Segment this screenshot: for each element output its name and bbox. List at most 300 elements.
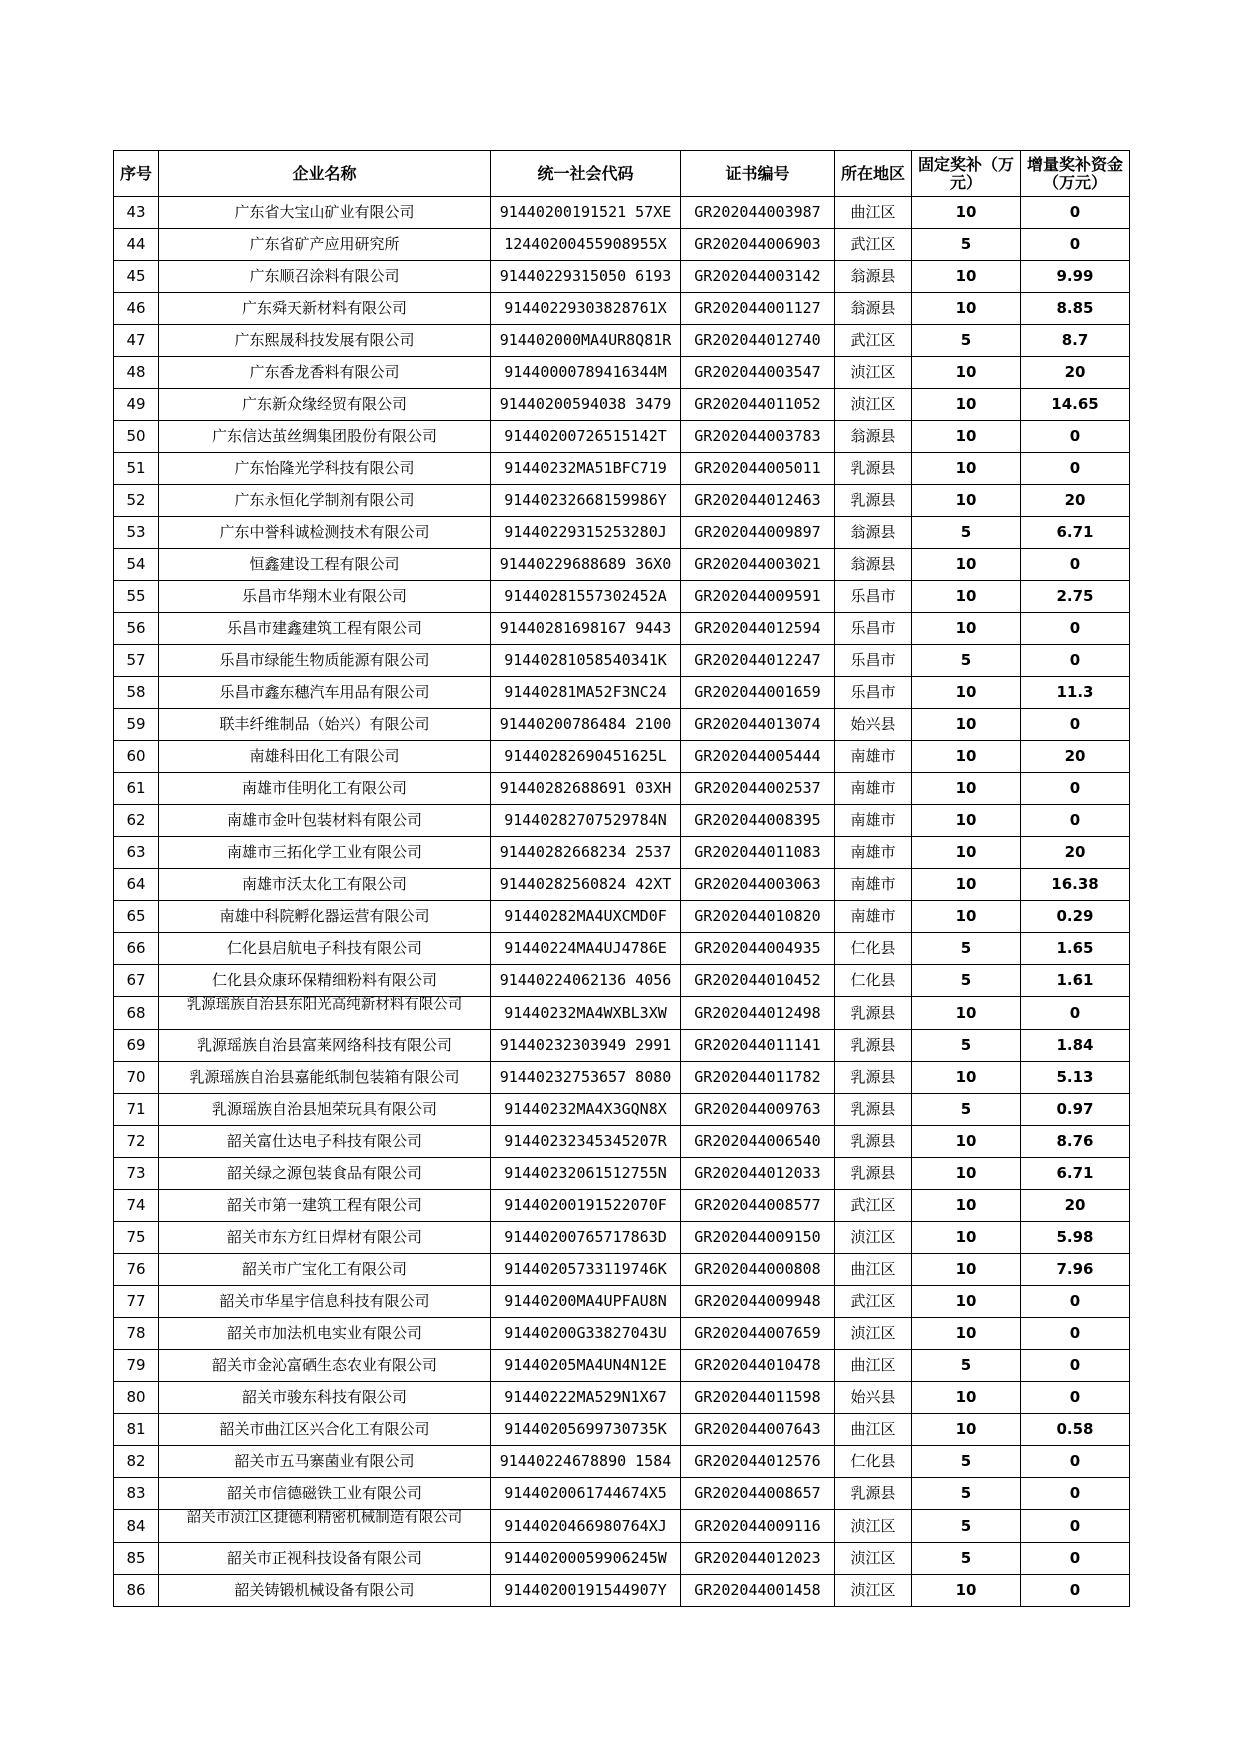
- table-row: [114, 517, 1130, 549]
- cell-credit-code: 91440281557302452A: [491, 581, 681, 613]
- cell-company-name: 乐昌市鑫东穗汽车用品有限公司: [159, 677, 491, 709]
- cell-certificate-number: GR202044003021: [681, 549, 835, 581]
- cell-region: 浈江区: [835, 389, 912, 421]
- cell-region: 浈江区: [835, 1318, 912, 1350]
- cell-fixed-subsidy: 5: [912, 1543, 1021, 1575]
- table-row: [114, 773, 1130, 805]
- cell-certificate-number: GR202044009948: [681, 1286, 835, 1318]
- cell-region: 仁化县: [835, 1446, 912, 1478]
- cell-fixed-subsidy: 5: [912, 1510, 1021, 1543]
- cell-company-name: 仁化县众康环保精细粉料有限公司: [159, 965, 491, 997]
- cell-index: 44: [114, 229, 159, 261]
- cell-credit-code: 91440282560824 42XT: [491, 869, 681, 901]
- table-row: [114, 997, 1130, 1030]
- cell-company-name: 韶关市曲江区兴合化工有限公司: [159, 1414, 491, 1446]
- cell-certificate-number: GR202044001659: [681, 677, 835, 709]
- cell-fixed-subsidy: 10: [912, 1254, 1021, 1286]
- table-row: [114, 1158, 1130, 1190]
- cell-region: 曲江区: [835, 1350, 912, 1382]
- cell-incremental-subsidy: 0.97: [1021, 1094, 1130, 1126]
- cell-certificate-number: GR202044007643: [681, 1414, 835, 1446]
- table-row: [114, 581, 1130, 613]
- table-row: [114, 357, 1130, 389]
- cell-company-name: 乐昌市华翔木业有限公司: [159, 581, 491, 613]
- cell-certificate-number: GR202044005444: [681, 741, 835, 773]
- table-row: [114, 1510, 1130, 1543]
- cell-incremental-subsidy: 0: [1021, 1318, 1130, 1350]
- cell-certificate-number: GR202044010452: [681, 965, 835, 997]
- cell-region: 浈江区: [835, 1575, 912, 1607]
- cell-index: 84: [114, 1510, 159, 1543]
- table-row: [114, 869, 1130, 901]
- cell-credit-code: 91440282688691 03XH: [491, 773, 681, 805]
- cell-index: 52: [114, 485, 159, 517]
- cell-index: 63: [114, 837, 159, 869]
- cell-company-name: 恒鑫建设工程有限公司: [159, 549, 491, 581]
- cell-certificate-number: GR202044012576: [681, 1446, 835, 1478]
- cell-index: 65: [114, 901, 159, 933]
- table-body: [114, 197, 1130, 1607]
- cell-credit-code: 91440229315253280J: [491, 517, 681, 549]
- cell-incremental-subsidy: 0: [1021, 1510, 1130, 1543]
- cell-company-name: 南雄市佳明化工有限公司: [159, 773, 491, 805]
- table-row: [114, 1318, 1130, 1350]
- cell-certificate-number: GR202044011083: [681, 837, 835, 869]
- cell-company-name: 韶关市广宝化工有限公司: [159, 1254, 491, 1286]
- cell-company-name: 广东熙晟科技发展有限公司: [159, 325, 491, 357]
- header-region: 所在地区: [835, 151, 912, 197]
- cell-region: 武江区: [835, 1286, 912, 1318]
- cell-index: 53: [114, 517, 159, 549]
- cell-incremental-subsidy: 20: [1021, 485, 1130, 517]
- cell-credit-code: 91440224678890 1584: [491, 1446, 681, 1478]
- cell-fixed-subsidy: 10: [912, 773, 1021, 805]
- cell-credit-code: 91440282707529784N: [491, 805, 681, 837]
- cell-incremental-subsidy: 0.58: [1021, 1414, 1130, 1446]
- cell-region: 翁源县: [835, 261, 912, 293]
- cell-fixed-subsidy: 10: [912, 901, 1021, 933]
- cell-fixed-subsidy: 10: [912, 1575, 1021, 1607]
- cell-company-name: 广东新众缘经贸有限公司: [159, 389, 491, 421]
- table-row: [114, 389, 1130, 421]
- cell-index: 80: [114, 1382, 159, 1414]
- table-row: [114, 1062, 1130, 1094]
- cell-credit-code: 91440282MA4UXCMD0F: [491, 901, 681, 933]
- table-row: [114, 229, 1130, 261]
- table-row: [114, 1543, 1130, 1575]
- cell-fixed-subsidy: 10: [912, 357, 1021, 389]
- cell-index: 71: [114, 1094, 159, 1126]
- cell-certificate-number: GR202044011598: [681, 1382, 835, 1414]
- cell-credit-code: 91440232753657 8080: [491, 1062, 681, 1094]
- cell-company-name: 乐昌市建鑫建筑工程有限公司: [159, 613, 491, 645]
- cell-fixed-subsidy: 10: [912, 805, 1021, 837]
- cell-credit-code: 91440205MA4UN4N12E: [491, 1350, 681, 1382]
- cell-index: 46: [114, 293, 159, 325]
- cell-fixed-subsidy: 5: [912, 1030, 1021, 1062]
- cell-region: 乳源县: [835, 1030, 912, 1062]
- cell-incremental-subsidy: 6.71: [1021, 1158, 1130, 1190]
- cell-certificate-number: GR202044003547: [681, 357, 835, 389]
- cell-company-name: 广东永恒化学制剂有限公司: [159, 485, 491, 517]
- cell-index: 45: [114, 261, 159, 293]
- table-row: [114, 197, 1130, 229]
- cell-fixed-subsidy: 5: [912, 325, 1021, 357]
- header-fixed-subsidy: 固定奖补（万元）: [912, 151, 1021, 197]
- cell-certificate-number: GR202044003063: [681, 869, 835, 901]
- cell-company-name: 乳源瑶族自治县旭荣玩具有限公司: [159, 1094, 491, 1126]
- cell-certificate-number: GR202044012023: [681, 1543, 835, 1575]
- cell-company-name: 韶关市华星宇信息科技有限公司: [159, 1286, 491, 1318]
- cell-region: 南雄市: [835, 741, 912, 773]
- cell-index: 67: [114, 965, 159, 997]
- header-company-name: 企业名称: [159, 151, 491, 197]
- cell-certificate-number: GR202044001127: [681, 293, 835, 325]
- cell-fixed-subsidy: 10: [912, 709, 1021, 741]
- cell-credit-code: 91440232303949 2991: [491, 1030, 681, 1062]
- cell-region: 浈江区: [835, 1543, 912, 1575]
- cell-company-name: 韶关市加法机电实业有限公司: [159, 1318, 491, 1350]
- cell-region: 始兴县: [835, 1382, 912, 1414]
- cell-certificate-number: GR202044010820: [681, 901, 835, 933]
- cell-company-name: 南雄中科院孵化器运营有限公司: [159, 901, 491, 933]
- cell-credit-code: 9144020466980764XJ: [491, 1510, 681, 1543]
- cell-credit-code: 91440232345345207R: [491, 1126, 681, 1158]
- cell-incremental-subsidy: 14.65: [1021, 389, 1130, 421]
- table-row: [114, 549, 1130, 581]
- cell-index: 60: [114, 741, 159, 773]
- cell-fixed-subsidy: 10: [912, 741, 1021, 773]
- cell-certificate-number: GR202044008577: [681, 1190, 835, 1222]
- cell-certificate-number: GR202044011782: [681, 1062, 835, 1094]
- cell-company-name: 仁化县启航电子科技有限公司: [159, 933, 491, 965]
- table-row: [114, 645, 1130, 677]
- cell-region: 曲江区: [835, 197, 912, 229]
- cell-credit-code: 91440229303828761X: [491, 293, 681, 325]
- header-index: 序号: [114, 151, 159, 197]
- cell-incremental-subsidy: 20: [1021, 837, 1130, 869]
- cell-index: 56: [114, 613, 159, 645]
- cell-certificate-number: GR202044000808: [681, 1254, 835, 1286]
- cell-certificate-number: GR202044012498: [681, 997, 835, 1030]
- cell-certificate-number: GR202044009591: [681, 581, 835, 613]
- cell-company-name: 乳源瑶族自治县嘉能纸制包装箱有限公司: [159, 1062, 491, 1094]
- cell-credit-code: 91440229315050 6193: [491, 261, 681, 293]
- cell-company-name: 韶关绿之源包装食品有限公司: [159, 1158, 491, 1190]
- cell-fixed-subsidy: 10: [912, 197, 1021, 229]
- cell-credit-code: 91440205699730735K: [491, 1414, 681, 1446]
- cell-company-name: 广东中誉科诚检测技术有限公司: [159, 517, 491, 549]
- table-row: [114, 1030, 1130, 1062]
- cell-incremental-subsidy: 0: [1021, 709, 1130, 741]
- table-row: [114, 1446, 1130, 1478]
- cell-fixed-subsidy: 10: [912, 677, 1021, 709]
- table-row: [114, 1350, 1130, 1382]
- table-row: [114, 1254, 1130, 1286]
- cell-company-name: 韶关市东方红日焊材有限公司: [159, 1222, 491, 1254]
- cell-region: 始兴县: [835, 709, 912, 741]
- table-row: [114, 933, 1130, 965]
- cell-fixed-subsidy: 10: [912, 549, 1021, 581]
- cell-index: 61: [114, 773, 159, 805]
- table-row: [114, 1575, 1130, 1607]
- cell-fixed-subsidy: 10: [912, 613, 1021, 645]
- cell-credit-code: 91440222MA529N1X67: [491, 1382, 681, 1414]
- table-row: [114, 1382, 1130, 1414]
- cell-index: 59: [114, 709, 159, 741]
- cell-credit-code: 91440200191522070F: [491, 1190, 681, 1222]
- cell-credit-code: 91440000789416344M: [491, 357, 681, 389]
- cell-index: 55: [114, 581, 159, 613]
- cell-incremental-subsidy: 11.3: [1021, 677, 1130, 709]
- cell-region: 乳源县: [835, 485, 912, 517]
- cell-certificate-number: GR202044006540: [681, 1126, 835, 1158]
- cell-region: 乐昌市: [835, 677, 912, 709]
- table-row: [114, 805, 1130, 837]
- cell-credit-code: 91440200059906245W: [491, 1543, 681, 1575]
- cell-certificate-number: GR202044008657: [681, 1478, 835, 1510]
- cell-certificate-number: GR202044001458: [681, 1575, 835, 1607]
- cell-index: 85: [114, 1543, 159, 1575]
- cell-region: 武江区: [835, 325, 912, 357]
- cell-region: 南雄市: [835, 869, 912, 901]
- cell-certificate-number: GR202044009897: [681, 517, 835, 549]
- cell-certificate-number: GR202044012594: [681, 613, 835, 645]
- table-row: [114, 485, 1130, 517]
- cell-incremental-subsidy: 0: [1021, 1478, 1130, 1510]
- cell-company-name: 乐昌市绿能生物质能源有限公司: [159, 645, 491, 677]
- cell-index: 43: [114, 197, 159, 229]
- cell-index: 66: [114, 933, 159, 965]
- table-row: [114, 453, 1130, 485]
- cell-credit-code: 91440224062136 4056: [491, 965, 681, 997]
- cell-incremental-subsidy: 0: [1021, 645, 1130, 677]
- table-row: [114, 837, 1130, 869]
- cell-incremental-subsidy: 0: [1021, 613, 1130, 645]
- cell-index: 68: [114, 997, 159, 1030]
- cell-credit-code: 91440281058540341K: [491, 645, 681, 677]
- cell-index: 81: [114, 1414, 159, 1446]
- cell-certificate-number: GR202044011141: [681, 1030, 835, 1062]
- cell-credit-code: 91440282690451625L: [491, 741, 681, 773]
- cell-fixed-subsidy: 10: [912, 581, 1021, 613]
- cell-certificate-number: GR202044002537: [681, 773, 835, 805]
- cell-region: 乳源县: [835, 1094, 912, 1126]
- cell-credit-code: 91440200765717863D: [491, 1222, 681, 1254]
- cell-incremental-subsidy: 16.38: [1021, 869, 1130, 901]
- cell-company-name: 南雄科田化工有限公司: [159, 741, 491, 773]
- cell-certificate-number: GR202044009150: [681, 1222, 835, 1254]
- cell-fixed-subsidy: 5: [912, 229, 1021, 261]
- table-row: [114, 709, 1130, 741]
- cell-fixed-subsidy: 10: [912, 837, 1021, 869]
- table-row: [114, 1414, 1130, 1446]
- cell-company-name: 广东顺召涂料有限公司: [159, 261, 491, 293]
- cell-company-name: 韶关市金沁富硒生态农业有限公司: [159, 1350, 491, 1382]
- cell-fixed-subsidy: 10: [912, 869, 1021, 901]
- cell-certificate-number: GR202044012247: [681, 645, 835, 677]
- cell-certificate-number: GR202044009763: [681, 1094, 835, 1126]
- cell-certificate-number: GR202044012740: [681, 325, 835, 357]
- cell-index: 70: [114, 1062, 159, 1094]
- cell-certificate-number: GR202044006903: [681, 229, 835, 261]
- cell-incremental-subsidy: 9.99: [1021, 261, 1130, 293]
- cell-incremental-subsidy: 0: [1021, 197, 1130, 229]
- cell-index: 83: [114, 1478, 159, 1510]
- cell-fixed-subsidy: 10: [912, 453, 1021, 485]
- cell-credit-code: 91440224MA4UJ4786E: [491, 933, 681, 965]
- cell-region: 浈江区: [835, 1222, 912, 1254]
- cell-fixed-subsidy: 10: [912, 1382, 1021, 1414]
- cell-certificate-number: GR202044012033: [681, 1158, 835, 1190]
- cell-fixed-subsidy: 10: [912, 485, 1021, 517]
- cell-company-name: 南雄市金叶包装材料有限公司: [159, 805, 491, 837]
- cell-index: 57: [114, 645, 159, 677]
- cell-region: 武江区: [835, 229, 912, 261]
- cell-incremental-subsidy: 0: [1021, 1543, 1130, 1575]
- table-row: [114, 325, 1130, 357]
- cell-fixed-subsidy: 10: [912, 1158, 1021, 1190]
- cell-credit-code: 91440200594038 3479: [491, 389, 681, 421]
- cell-region: 浈江区: [835, 357, 912, 389]
- cell-credit-code: 91440200G33827043U: [491, 1318, 681, 1350]
- cell-region: 乐昌市: [835, 613, 912, 645]
- cell-certificate-number: GR202044010478: [681, 1350, 835, 1382]
- cell-incremental-subsidy: 20: [1021, 1190, 1130, 1222]
- cell-credit-code: 91440200MA4UPFAU8N: [491, 1286, 681, 1318]
- cell-index: 74: [114, 1190, 159, 1222]
- table-row: [114, 1126, 1130, 1158]
- cell-company-name: 广东舜天新材料有限公司: [159, 293, 491, 325]
- header-credit-code: 统一社会代码: [491, 151, 681, 197]
- cell-certificate-number: GR202044003783: [681, 421, 835, 453]
- cell-incremental-subsidy: 8.76: [1021, 1126, 1130, 1158]
- cell-fixed-subsidy: 5: [912, 1478, 1021, 1510]
- cell-fixed-subsidy: 10: [912, 997, 1021, 1030]
- cell-credit-code: 91440232MA4WXBL3XW: [491, 997, 681, 1030]
- cell-region: 翁源县: [835, 549, 912, 581]
- cell-fixed-subsidy: 10: [912, 261, 1021, 293]
- cell-company-name: 广东信达茧丝绸集团股份有限公司: [159, 421, 491, 453]
- cell-credit-code: 9144020061744674X5: [491, 1478, 681, 1510]
- cell-fixed-subsidy: 10: [912, 293, 1021, 325]
- cell-index: 73: [114, 1158, 159, 1190]
- cell-incremental-subsidy: 0: [1021, 1575, 1130, 1607]
- cell-index: 69: [114, 1030, 159, 1062]
- cell-company-name: 乳源瑶族自治县东阳光高纯新材料有限公司: [159, 997, 491, 1030]
- cell-index: 77: [114, 1286, 159, 1318]
- cell-credit-code: 91440229688689 36X0: [491, 549, 681, 581]
- cell-credit-code: 91440232061512755N: [491, 1158, 681, 1190]
- cell-region: 南雄市: [835, 901, 912, 933]
- cell-credit-code: 91440205733119746K: [491, 1254, 681, 1286]
- table-row: [114, 261, 1130, 293]
- cell-fixed-subsidy: 10: [912, 389, 1021, 421]
- cell-company-name: 广东省大宝山矿业有限公司: [159, 197, 491, 229]
- cell-region: 翁源县: [835, 293, 912, 325]
- table-row: [114, 741, 1130, 773]
- cell-fixed-subsidy: 10: [912, 1126, 1021, 1158]
- table-row: [114, 1222, 1130, 1254]
- cell-credit-code: 12440200455908955X: [491, 229, 681, 261]
- cell-incremental-subsidy: 0: [1021, 1350, 1130, 1382]
- cell-region: 乳源县: [835, 1062, 912, 1094]
- cell-company-name: 韶关市第一建筑工程有限公司: [159, 1190, 491, 1222]
- cell-credit-code: 91440200191544907Y: [491, 1575, 681, 1607]
- cell-credit-code: 91440200191521 57XE: [491, 197, 681, 229]
- cell-company-name: 南雄市沃太化工有限公司: [159, 869, 491, 901]
- cell-region: 翁源县: [835, 517, 912, 549]
- cell-company-name: 广东怡隆光学科技有限公司: [159, 453, 491, 485]
- cell-index: 78: [114, 1318, 159, 1350]
- cell-fixed-subsidy: 10: [912, 1414, 1021, 1446]
- cell-credit-code: 91440232668159986Y: [491, 485, 681, 517]
- cell-region: 翁源县: [835, 421, 912, 453]
- cell-credit-code: 914402000MA4UR8Q81R: [491, 325, 681, 357]
- table-row: [114, 677, 1130, 709]
- cell-incremental-subsidy: 5.13: [1021, 1062, 1130, 1094]
- header-incremental-subsidy: 增量奖补资金（万元）: [1021, 151, 1130, 197]
- cell-region: 仁化县: [835, 933, 912, 965]
- cell-region: 乐昌市: [835, 581, 912, 613]
- table-row: [114, 293, 1130, 325]
- cell-region: 南雄市: [835, 773, 912, 805]
- cell-company-name: 广东省矿产应用研究所: [159, 229, 491, 261]
- cell-company-name: 韶关市正视科技设备有限公司: [159, 1543, 491, 1575]
- cell-company-name: 韶关市信德磁铁工业有限公司: [159, 1478, 491, 1510]
- cell-incremental-subsidy: 1.84: [1021, 1030, 1130, 1062]
- cell-incremental-subsidy: 0: [1021, 421, 1130, 453]
- cell-incremental-subsidy: 8.85: [1021, 293, 1130, 325]
- cell-fixed-subsidy: 5: [912, 933, 1021, 965]
- cell-fixed-subsidy: 10: [912, 1062, 1021, 1094]
- header-certificate-number: 证书编号: [681, 151, 835, 197]
- cell-region: 曲江区: [835, 1414, 912, 1446]
- table-row: [114, 901, 1130, 933]
- cell-certificate-number: GR202044003987: [681, 197, 835, 229]
- cell-company-name: 广东香龙香料有限公司: [159, 357, 491, 389]
- cell-incremental-subsidy: 8.7: [1021, 325, 1130, 357]
- cell-company-name: 韶关铸锻机械设备有限公司: [159, 1575, 491, 1607]
- cell-certificate-number: GR202044003142: [681, 261, 835, 293]
- table-header-row: [114, 151, 1130, 197]
- cell-region: 仁化县: [835, 965, 912, 997]
- cell-region: 南雄市: [835, 837, 912, 869]
- cell-fixed-subsidy: 10: [912, 1318, 1021, 1350]
- cell-index: 75: [114, 1222, 159, 1254]
- cell-incremental-subsidy: 0: [1021, 1382, 1130, 1414]
- cell-certificate-number: GR202044005011: [681, 453, 835, 485]
- table-row: [114, 1190, 1130, 1222]
- table-row: [114, 965, 1130, 997]
- cell-incremental-subsidy: 7.96: [1021, 1254, 1130, 1286]
- cell-region: 浈江区: [835, 1510, 912, 1543]
- cell-index: 58: [114, 677, 159, 709]
- cell-incremental-subsidy: 5.98: [1021, 1222, 1130, 1254]
- cell-region: 乳源县: [835, 1158, 912, 1190]
- cell-credit-code: 91440232MA51BFC719: [491, 453, 681, 485]
- cell-fixed-subsidy: 5: [912, 645, 1021, 677]
- cell-index: 72: [114, 1126, 159, 1158]
- cell-incremental-subsidy: 0: [1021, 805, 1130, 837]
- cell-region: 南雄市: [835, 805, 912, 837]
- cell-incremental-subsidy: 0: [1021, 549, 1130, 581]
- cell-certificate-number: GR202044012463: [681, 485, 835, 517]
- cell-incremental-subsidy: 6.71: [1021, 517, 1130, 549]
- cell-fixed-subsidy: 10: [912, 1222, 1021, 1254]
- cell-index: 82: [114, 1446, 159, 1478]
- cell-fixed-subsidy: 5: [912, 965, 1021, 997]
